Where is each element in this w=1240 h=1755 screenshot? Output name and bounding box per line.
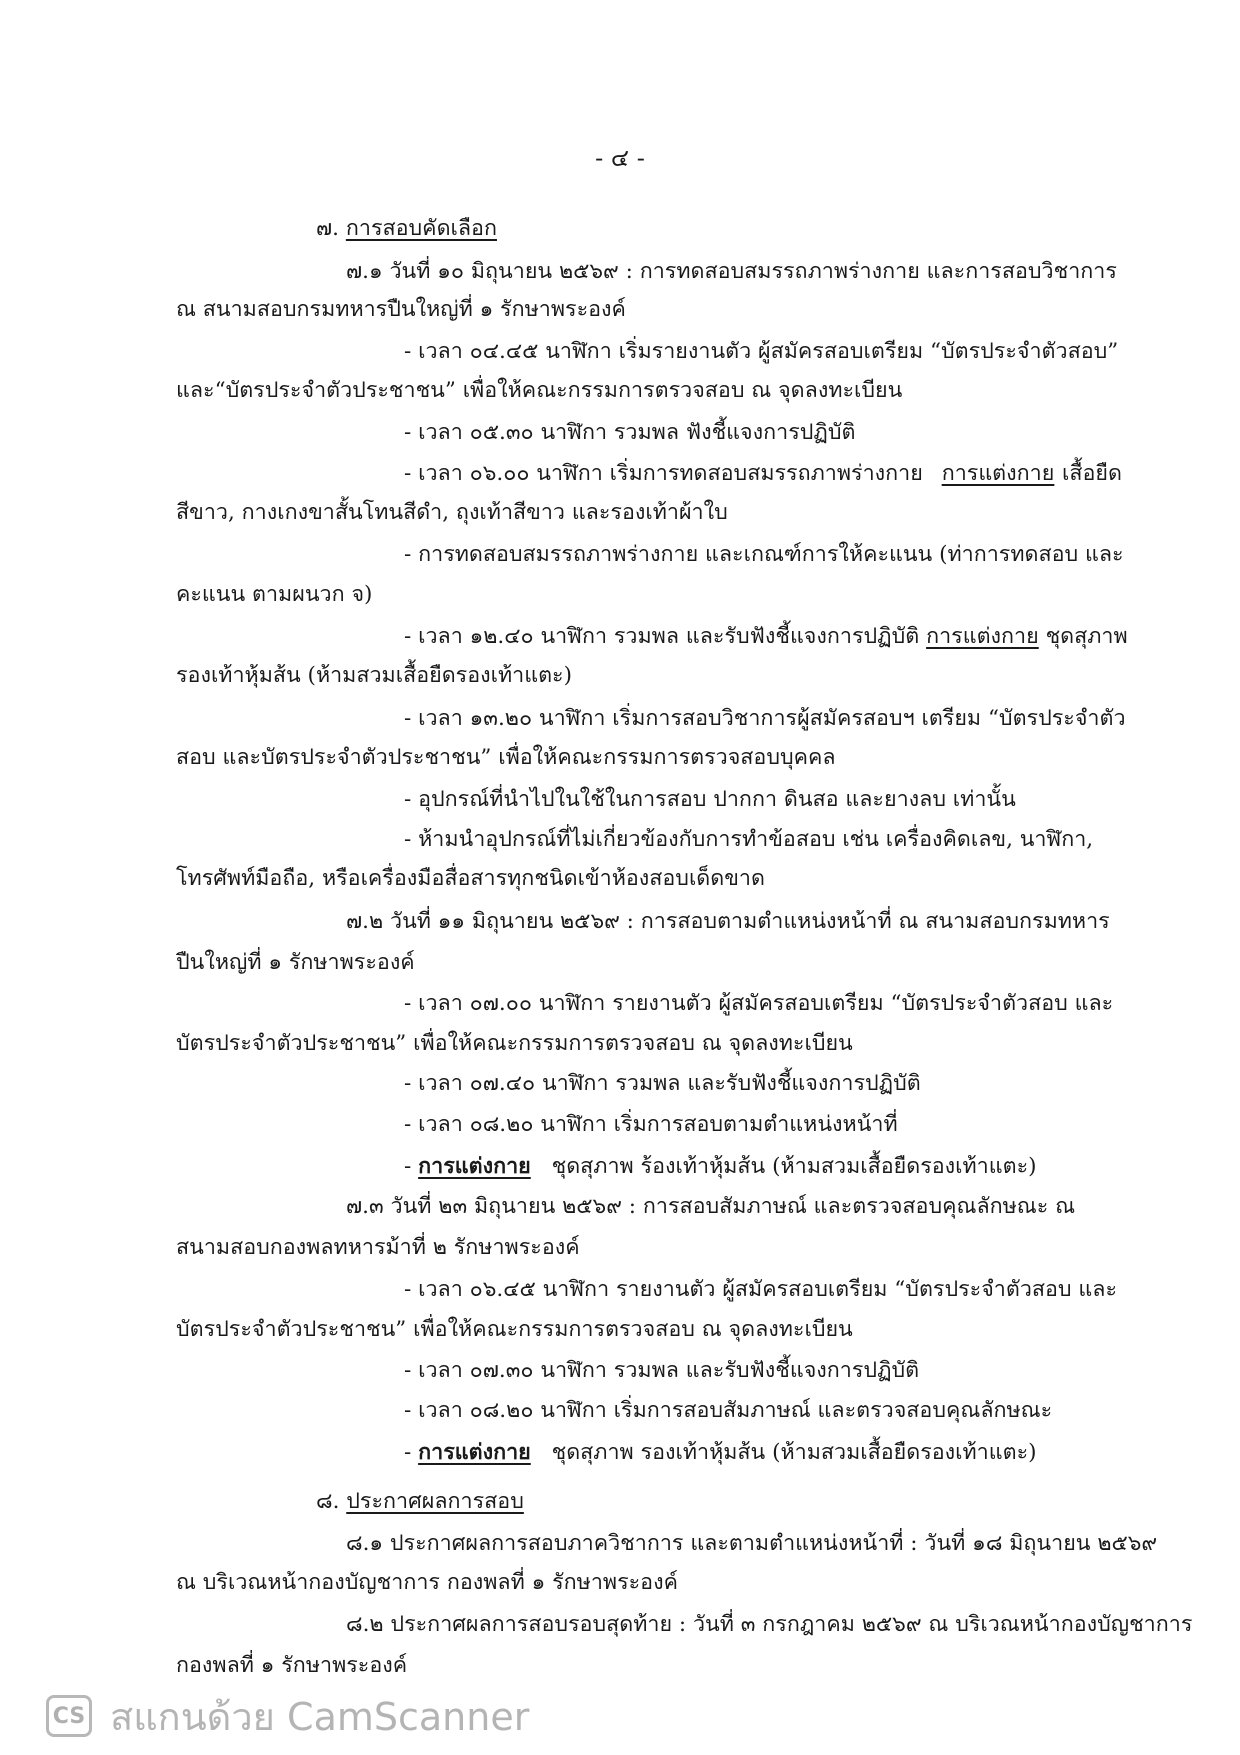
s7-1-item-2: - เวลา ๐๕.๓๐ นาฬิกา รวมพล ฟังชี้แจงการปฏิบัติ <box>404 420 856 445</box>
item-4-tail: ชุดสุภาพ รองเท้าหุ้มส้น (ห้ามสวมเสื้อยืดรองเท้าแตะ) <box>551 1440 1037 1465</box>
watermark-text: สแกนด้วย CamScanner <box>110 1694 530 1739</box>
item-4-tail: ชุดสุภาพ ร้องเท้าหุ้มส้น (ห้ามสวมเสื้อยืดรองเท้าแตะ) <box>551 1154 1037 1179</box>
s8-1-line-2: ณ บริเวณหน้ากองบัญชาการ กองพลที่ ๑ รักษาพระองค์ <box>176 1570 678 1595</box>
s7-3-item-2: - เวลา ๐๗.๓๐ นาฬิกา รวมพล และรับฟังชี้แจงการปฏิบัติ <box>404 1358 920 1383</box>
bullet: - <box>404 1154 412 1179</box>
s7-1-item-4b: คะแนน ตามผนวก จ) <box>176 582 373 607</box>
dress-code-label: การแต่งกาย <box>418 1154 531 1179</box>
s7-1-item-6b: สอบ และบัตรประจำตัวประชาชน” เพื่อให้คณะกรรมการตรวจสอบบุคคล <box>176 745 836 770</box>
s7-1-item-4a: - การทดสอบสมรรถภาพร่างกาย และเกณฑ์การให้คะแนน (ท่าการทดสอบ และ <box>404 542 1124 567</box>
s7-1-item-1b: และ“บัตรประจำตัวประชาชน” เพื่อให้คณะกรรมการตรวจสอบ ณ จุดลงทะเบียน <box>176 378 903 403</box>
s7-2-item-2: - เวลา ๐๗.๔๐ นาฬิกา รวมพล และรับฟังชี้แจงการปฏิบัติ <box>404 1071 921 1096</box>
s7-3-line-2: สนามสอบกองพลทหารม้าที่ ๒ รักษาพระองค์ <box>176 1235 580 1260</box>
section-8-heading <box>316 1485 524 1519</box>
section-8-title: ประกาศผลการสอบ <box>346 1489 524 1514</box>
dress-code-label: การแต่งกาย <box>926 624 1039 649</box>
dress-code-label: การแต่งกาย <box>941 461 1055 486</box>
item-3a-text: - เวลา ๐๖.๐๐ นาฬิกา เริ่มการทดสอบสมรรถภาพร่างกาย <box>404 461 923 486</box>
section-7-heading <box>316 212 497 246</box>
s7-1-line-1: ๗.๑ วันที่ ๑๐ มิถุนายน ๒๕๖๙ : การทดสอบสมรรถภาพร่างกาย และการสอบวิชาการ <box>346 259 1117 284</box>
section-7-title: การสอบคัดเลือก <box>345 216 497 241</box>
camscanner-watermark <box>46 1690 529 1742</box>
section-8-number: ๘. <box>316 1489 340 1514</box>
s7-1-item-5a <box>404 620 1128 654</box>
s7-1-item-1a: - เวลา ๐๔.๔๕ นาฬิกา เริ่มรายงานตัว ผู้สมัครสอบเตรียม “บัตรประจำตัวสอบ” <box>404 339 1119 364</box>
item-5a-tail: ชุดสุภาพ <box>1045 624 1128 649</box>
s7-3-item-3: - เวลา ๐๘.๒๐ นาฬิกา เริ่มการสอบสัมภาษณ์ และตรวจสอบคุณลักษณะ <box>404 1398 1053 1423</box>
camscanner-logo-icon: CS <box>46 1695 92 1737</box>
s7-2-item-1a: - เวลา ๐๗.๐๐ นาฬิกา รายงานตัว ผู้สมัครสอบเตรียม “บัตรประจำตัวสอบ และ <box>404 991 1114 1016</box>
s7-3-item-1a: - เวลา ๐๖.๔๕ นาฬิกา รายงานตัว ผู้สมัครสอบเตรียม “บัตรประจำตัวสอบ และ <box>404 1277 1117 1302</box>
s7-3-line-1: ๗.๓ วันที่ ๒๓ มิถุนายน ๒๕๖๙ : การสอบสัมภาษณ์ และตรวจสอบคุณลักษณะ ณ <box>346 1194 1076 1219</box>
s7-1-item-6a: - เวลา ๑๓.๒๐ นาฬิกา เริ่มการสอบวิชาการผู้สมัครสอบฯ เตรียม “บัตรประจำตัว <box>404 706 1126 731</box>
s7-1-item-7: - อุปกรณ์ที่นำไปในใช้ในการสอบ ปากกา ดินสอ และยางลบ เท่านั้น <box>404 787 1016 812</box>
s7-1-item-8a: - ห้ามนำอุปกรณ์ที่ไม่เกี่ยวข้องกับการทำข้อสอบ เช่น เครื่องคิดเลข, นาฬิกา, <box>404 827 1094 852</box>
section-7-number: ๗. <box>316 216 340 241</box>
s7-1-item-5b: รองเท้าหุ้มส้น (ห้ามสวมเสื้อยืดรองเท้าแตะ) <box>176 663 572 688</box>
s7-1-item-8b: โทรศัพท์มือถือ, หรือเครื่องมือสื่อสารทุกชนิดเข้าห้องสอบเด็ดขาด <box>176 866 765 891</box>
item-5a-text: - เวลา ๑๒.๔๐ นาฬิกา รวมพล และรับฟังชี้แจงการปฏิบัติ <box>404 624 920 649</box>
s7-2-item-3: - เวลา ๐๘.๒๐ นาฬิกา เริ่มการสอบตามตำแหน่งหน้าที่ <box>404 1112 898 1137</box>
s8-2-line-1: ๘.๒ ประกาศผลการสอบรอบสุดท้าย : วันที่ ๓ กรกฎาคม ๒๕๖๙ ณ บริเวณหน้ากองบัญชาการ <box>346 1612 1193 1637</box>
s7-1-item-3a <box>404 457 1122 491</box>
s7-2-item-4 <box>404 1150 1037 1184</box>
bullet: - <box>404 1440 412 1465</box>
s8-1-line-1: ๘.๑ ประกาศผลการสอบภาควิชาการ และตามตำแหน่งหน้าที่ : วันที่ ๑๘ มิถุนายน ๒๕๖๙ <box>346 1531 1158 1556</box>
s7-3-item-4 <box>404 1436 1037 1470</box>
s7-2-item-1b: บัตรประจำตัวประชาชน” เพื่อให้คณะกรรมการตรวจสอบ ณ จุดลงทะเบียน <box>176 1031 853 1056</box>
s7-1-line-2: ณ สนามสอบกรมทหารปืนใหญ่ที่ ๑ รักษาพระองค์ <box>176 297 626 322</box>
s7-2-line-2: ปืนใหญ่ที่ ๑ รักษาพระองค์ <box>176 950 415 975</box>
page-number: - ๔ - <box>595 144 645 172</box>
item-3a-tail: เสื้อยืด <box>1062 461 1122 486</box>
s7-3-item-1b: บัตรประจำตัวประชาชน” เพื่อให้คณะกรรมการตรวจสอบ ณ จุดลงทะเบียน <box>176 1317 853 1342</box>
s7-1-item-3b: สีขาว, กางเกงขาสั้นโทนสีดำ, ถุงเท้าสีขาว และรองเท้าผ้าใบ <box>176 500 728 525</box>
s8-2-line-2: กองพลที่ ๑ รักษาพระองค์ <box>176 1653 408 1678</box>
dress-code-label: การแต่งกาย <box>418 1440 531 1465</box>
s7-2-line-1: ๗.๒ วันที่ ๑๑ มิถุนายน ๒๕๖๙ : การสอบตามตำแหน่งหน้าที่ ณ สนามสอบกรมทหาร <box>346 909 1110 934</box>
